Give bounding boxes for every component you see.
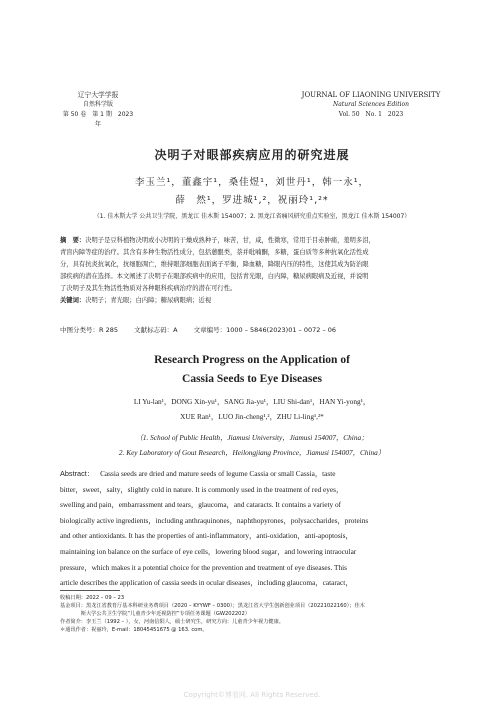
journal-edition-cn: 自然科学版: [82, 101, 113, 108]
abstract-cn-line: 分，具有抗炎抗氧化，抗细胞凋亡，维持眼部细胞表面离子平衡，降血糖，降眼内压的特性，这使其成为防治眼: [60, 261, 369, 268]
abstract-cn: [60, 235, 446, 307]
affiliations-en-line2: 2. Key Laboratory of Gout Research，Heilongjiang Province，Jiamusi 154007，China）: [118, 448, 386, 457]
watermark: Copyright©博看网. All Rights Reserved.: [183, 691, 321, 699]
authors-cn-line1: 李玉兰¹，董鑫宇¹，桑佳煜¹，刘世丹¹，韩一永¹，: [134, 177, 370, 188]
journal-name-cn: 辽宁大学学报: [77, 91, 119, 99]
footnote-author-bio: 作者简介：李玉兰（1992 – ），女，河南信阳人，硕士研究生，研究方向：儿童青少年视力健康。: [60, 619, 284, 625]
journal-volume-cn: 第 50 卷 第 1 期 2023 年: [62, 111, 134, 128]
affiliations-cn: （1. 佳木斯大学 公共卫生学院，黑龙江 佳木斯 154007；2. 黑龙江省痛风研究重点实验室，黑龙江 佳木斯 154007）: [93, 213, 411, 220]
abstract-en-line: biologically active ingredients，including anthraquinones，naphthopyrones，polysaccharides，proteins: [60, 515, 369, 525]
abstract-en-line: bitter，sweet，salty，slightly cold in nature. It is commonly used in the treatment of red eyes，: [60, 484, 344, 494]
footnote-funding: 基金项目：黑龙江省教育厅基本科研业务费项目（2020 – KYYWF – 0300）；黑龙江省大学生创新创业项目（20221022160）；佳木: [60, 603, 365, 609]
keywords-cn-label: 关键词：: [60, 297, 86, 304]
abstract-cn-line: 决明子是豆科植物决明或小决明的干燥成熟种子，味苦，甘，咸，性微寒，常用于目赤肿痛，羞明多泪，: [85, 237, 375, 244]
abstract-cn-label: 摘 要：: [60, 237, 86, 244]
journal-header-cn: [62, 90, 134, 130]
abstract-cn-line: 青盲内障等症的治疗。其含有多种生物活性成分，包括蒽醌类，萘并吡喃酮，多糖，蛋白质等多种抗氧化活性成: [60, 249, 369, 256]
abstract-en-line: and other antioxidants. It has the properties of anti-inflammatory，anti-oxidation，anti-apoptosis，: [60, 531, 353, 541]
journal-name-en: JOURNAL OF LIAONING UNIVERSITY: [301, 91, 441, 99]
document-code: 文献标志码：A: [134, 326, 178, 334]
abstract-en-line: article describes the application of cassia seeds in ocular diseases，including glaucoma，cataract，: [60, 578, 353, 588]
affiliations-en-line1: （1. School of Public Health，Jiamusi University，Jiamusi 154007，China；: [135, 433, 369, 442]
footnote-corresponding: ＊通讯作者：祝丽玲，E-mail：18045451675 @ 163. com。: [60, 627, 208, 633]
authors-en-line1: LI Yu-lan¹，DONG Xin-yu¹，SANG Jia-yu¹，LIU Shi-dan¹，HAN Yi-yong¹，: [133, 397, 371, 406]
journal-header-en: [296, 90, 446, 120]
footnote-funding-cont: 斯大学公共卫生学院“儿童青少年近视防控”专项任务课题（GW202202）: [60, 611, 250, 617]
footnote-divider: [60, 590, 120, 591]
keywords-cn: 决明子；青光眼；白内障；糖尿病眼病；近视: [85, 297, 212, 304]
clc-number: 中图分类号：R 285: [60, 326, 118, 334]
abstract-cn-line: 部疾病的潜在选择。本文阐述了决明子在眼部疾病中的应用，包括青光眼，白内障，糖尿病眼病及近视，并说明: [60, 273, 369, 280]
footnotes: [60, 594, 450, 634]
title-cn: 决明子对眼部疾病应用的研究进展: [154, 148, 350, 162]
journal-edition-en: Natural Sciences Edition: [332, 101, 410, 108]
title-en-line1: Research Progress on the Application of: [154, 354, 350, 366]
abstract-en-line: pressure，which makes it a potential choice for the prevention and treatment of eye diseases. This: [60, 562, 347, 572]
title-en-line2: Cassia Seeds to Eye Diseases: [182, 373, 322, 385]
abstract-en-line: Cassia seeds are dried and mature seeds of legume Cassia or small Cassia，taste: [100, 469, 336, 478]
authors-en-line2: XUE Ran¹，LUO Jin-cheng¹,²，ZHU Li-ling¹,²*: [180, 412, 324, 421]
footnote-received: 收稿日期：2022 – 09 – 23: [60, 595, 125, 601]
abstract-cn-line: 了决明子及其生物活性物质对各种眼科疾病治疗的潜在可行性。: [60, 285, 237, 292]
abstract-en-label: Abstract：: [60, 469, 95, 478]
abstract-en-line: maintaining ion balance on the surface of eye cells，lowering blood sugar，and lowering intraocular: [60, 546, 357, 556]
journal-volume-en: Vol. 50 No. 1 2023: [338, 111, 404, 118]
article-number: 文章编号：1000 – 5846(2023)01 – 0072 – 06: [193, 326, 337, 334]
abstract-en: [60, 466, 446, 591]
authors-cn-line2: 薛 然¹，罗进城¹,²，祝丽玲¹,²*: [175, 195, 329, 206]
abstract-en-line: swelling and pain，embarrassment and tears，glaucoma，and cataracts. It contains a variety of: [60, 500, 342, 510]
classification-line: [60, 325, 446, 334]
